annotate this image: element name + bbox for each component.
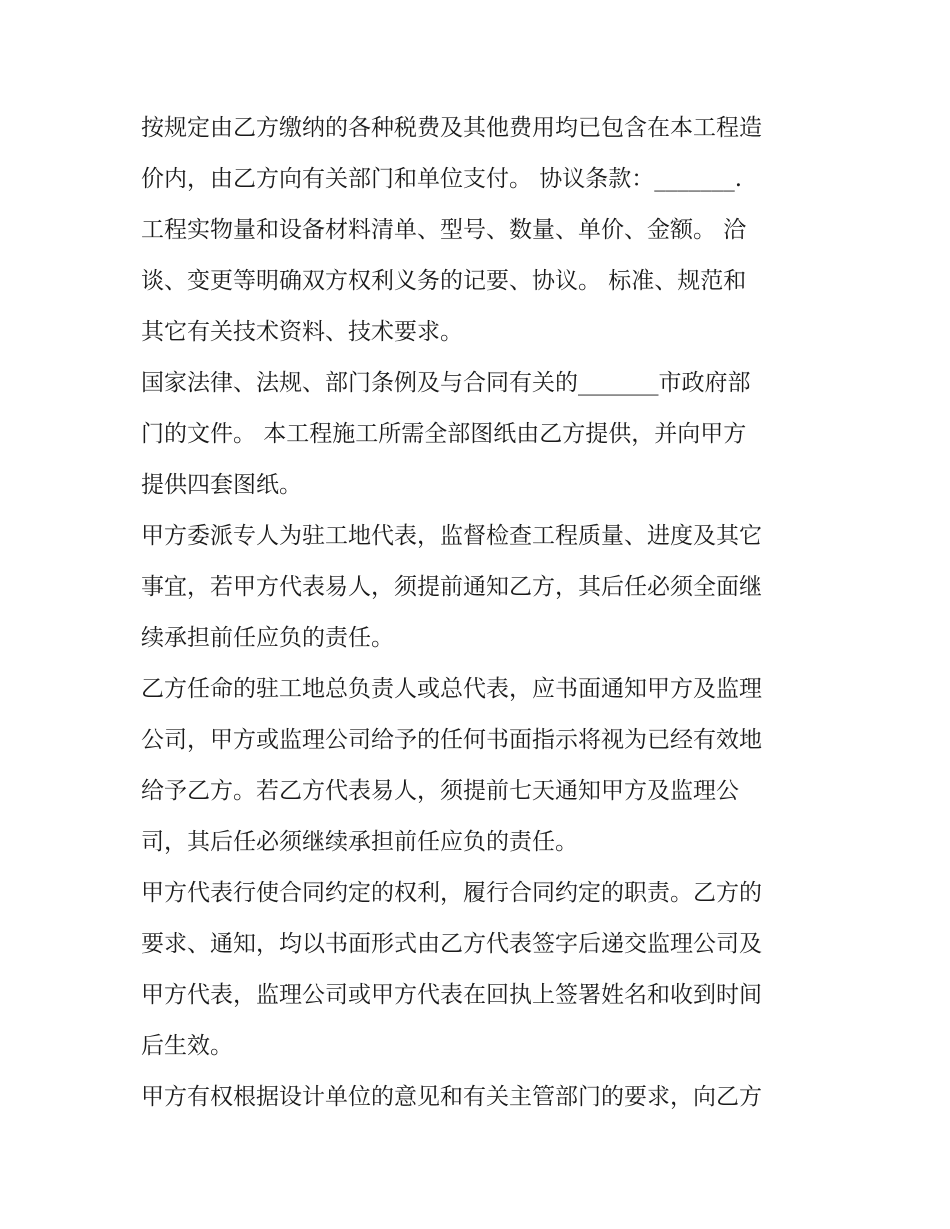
text-line: 续承担前任应负的责任。 (141, 625, 394, 651)
text-line: 给予乙方。若乙方代表易人，须提前七天通知甲方及监理公 (141, 778, 739, 804)
text-line: 乙方任命的驻工地总负责人或总代表，应书面通知甲方及监理 (141, 676, 762, 702)
paragraph-taxes-and-agreement-terms (141, 103, 821, 358)
text-line: 司，其后任必须继续承担前任应负的责任。 (141, 829, 578, 855)
text-line: 谈、变更等明确双方权利义务的记要、协议。 标准、规范和 (141, 268, 747, 294)
text-line: 后生效。 (141, 1033, 233, 1059)
document-body (141, 103, 821, 1123)
text-line: 价内，由乙方向有关部门和单位支付。 协议条款：_______. (141, 166, 743, 192)
paragraph-design-changes (141, 1072, 821, 1123)
text-line: 国家法律、法规、部门条例及与合同有关的_______市政府部 (141, 370, 751, 396)
text-line: 甲方代表行使合同约定的权利，履行合同约定的职责。乙方的 (141, 880, 762, 906)
text-line: 按规定由乙方缴纳的各种税费及其他费用均已包含在本工程造 (141, 115, 762, 141)
text-line: 工程实物量和设备材料清单、型号、数量、单价、金额。 洽 (141, 217, 747, 243)
text-line: 事宜，若甲方代表易人，须提前通知乙方，其后任必须全面继 (141, 574, 762, 600)
text-line: 甲方代表，监理公司或甲方代表在回执上签署姓名和收到时间 (141, 982, 762, 1008)
text-line: 公司，甲方或监理公司给予的任何书面指示将视为已经有效地 (141, 727, 762, 753)
text-line: 门的文件。 本工程施工所需全部图纸由乙方提供，并向甲方 (141, 421, 747, 447)
paragraph-rights-and-notices (141, 868, 821, 1072)
paragraph-laws-and-drawings (141, 358, 821, 511)
text-line: 甲方有权根据设计单位的意见和有关主管部门的要求，向乙方 (141, 1084, 762, 1110)
text-line: 要求、通知，均以书面形式由乙方代表签字后递交监理公司及 (141, 931, 762, 957)
text-line: 甲方委派专人为驻工地代表，监督检查工程质量、进度及其它 (141, 523, 762, 549)
text-line: 其它有关技术资料、技术要求。 (141, 319, 463, 345)
text-line: 提供四套图纸。 (141, 472, 302, 498)
paragraph-party-a-representative (141, 511, 821, 664)
paragraph-party-b-representative (141, 664, 821, 868)
